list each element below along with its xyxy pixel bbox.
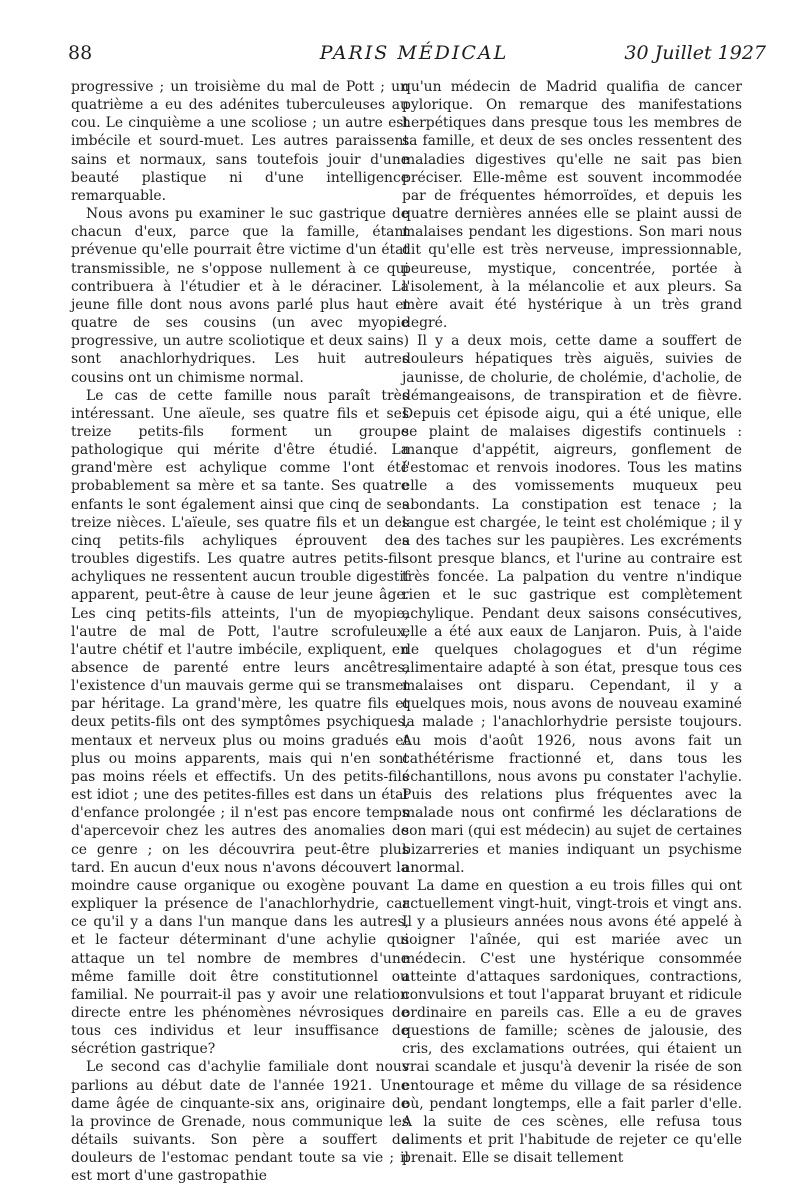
paragraph: Le second cas d'achylie familiale dont nous parlions au début date de l'année 1921. Une dame âgée de cinquante-six ans, originaire de la province de Grenade, nous communique les détails suivants. Son père a souffert de douleurs de l'estomac pendant toute sa vie ; il est mort d'une gastropathie [71,1059,409,1185]
journal-title: PARIS MÉDICAL [319,42,509,64]
right-column [402,78,742,1167]
left-column [71,78,409,1186]
paragraph: Il y a deux mois, cette dame a souffert de douleurs hépatiques très aiguës, suivies de jaunisse, de cholurie, de cholémie, d'acholie, de démangeaisons, de transpiration et de fièvre. Depuis cet épisode aigu, qui a été unique, elle se plaint de malaises digestifs continuels : manque d'appétit, aigreurs, gonflement de l'estomac et renvois inodores. Tous les matins elle a des vomissements muqueux peu abondants. La constipation est tenace ; la langue est chargée, le teint est cholémique ; il y a des taches sur les paupières. Les excréments sont presque blancs, et l'urine au contraire est très foncée. La palpation du ventre n'indique rien et le suc gastrique est complètement achylique. Pendant deux saisons consécutives, elle a été aux eaux de Lanjaron. Puis, à l'aide de quelques cholagogues et d'un régime alimentaire adapté à son état, presque tous ces malaises ont disparu. Cependant, il y a quelques mois, nous avons de nouveau examiné la malade ; l'anachlorhydrie persiste toujours. Au mois d'août 1926, nous avons fait un cathétérisme fractionné et, dans tous les échantillons, nous avons pu constater l'achylie. Puis des relations plus fréquentes avec la malade nous ont confirmé les déclarations de son mari (qui est médecin) au sujet de certaines bizarreries et manies indiquant un psychisme anormal. [402,333,742,876]
page-number: 88 [68,42,93,64]
paragraph: qu'un médecin de Madrid qualifia de cancer pylorique. On remarque des manifestations herpétiques dans presque tous les membres de sa famille, et deux de ses oncles ressentent des maladies digestives qu'elle ne sait pas bien préciser. Elle-même est souvent incommodée par de fréquentes hémorroïdes, et depuis les quatre dernières années elle se plaint aussi de malaises pendant les digestions. Son mari nous dit qu'elle est très nerveuse, impressionnable, peureuse, mystique, concentrée, portée à l'isolement, à la mélancolie et aux pleurs. Sa mère avait été hystérique à un très grand degré. [402,79,742,332]
paragraph: Le cas de cette famille nous paraît très intéressant. Une aïeule, ses quatre fils et ses treize petits-fils forment un groupe pathologique qui mérite d'être étudié. La grand'mère est achylique comme l'ont été probablement sa mère et sa tante. Ses quatre enfants le sont également ainsi que cinq de ses treize nièces. L'aïeule, ses quatre fils et un des cinq petits-fils achyliques éprouvent des troubles digestifs. Les quatre autres petits-fils achyliques ne ressentent aucun trouble digestif apparent, peut-être à cause de leur jeune âge. Les cinq petits-fils atteints, l'un de myopie, l'autre de mal de Pott, l'autre scrofuleux, l'autre chétif et l'autre imbécile, expliquent, en absence de parenté entre leurs ancêtres, l'existence d'un mauvais germe qui se transmet par héritage. La grand'mère, les quatre fils et deux petits-fils ont des symptômes psychiques, mentaux et nerveux plus ou moins gradués et plus ou moins apparents, mais qui n'en sont pas moins réels et effectifs. Un des petits-fils est idiot ; une des petites-filles est dans un état d'enfance prolongée ; il n'est pas encore temps d'apercevoir chez les autres des anomalies de ce genre ; on les découvrira peut-être plus tard. En aucun d'eux nous n'avons découvert la moindre cause organique ou exogène pouvant expliquer la présence de l'anachlorhydrie, car ce qu'il y a dans l'un manque dans les autres, et le facteur déterminant d'une achylie qui attaque un tel nombre de membres d'une même famille doit être constitutionnel ou familial. Ne pourrait-il pas y avoir une relation directe entre les phénomènes névrosiques de tous ces individus et leur insuffisance de sécrétion gastrique? [71,387,409,1058]
paragraph: progressive ; un troisième du mal de Pott ; un quatrième a eu des adénites tuberculeuses au cou. Le cinquième a une scoliose ; un autre est imbécile et sourd-muet. Les autres paraissent sains et normaux, sans toutefois jouir d'une beauté plastique ni d'une intelligence remarquable. [71,79,409,204]
paragraph: La dame en question a eu trois filles qui ont actuellement vingt-huit, vingt-trois et vingt ans. Il y a plusieurs années nous avons été appelé à soigner l'aînée, qui est mariée avec un médecin. C'est une hystérique consommée atteinte d'attaques sardoniques, contractions, convulsions et tout l'apparat bruyant et ridicule ordinaire en pareils cas. Elle a eu de graves questions de famille; scènes de jalousie, des cris, des exclamations outrées, qui étaient un vrai scandale et jusqu'à devenir la risée de son entourage et même du village de sa résidence où, pendant longtemps, elle a fait parler d'elle. A la suite de ces scènes, elle refusa tous aliments et prit l'habitude de rejeter ce qu'elle prenait. Elle se disait tellement [402,877,742,1167]
page-header [62,40,766,70]
paragraph: Nous avons pu examiner le suc gastrique de chacun d'eux, parce que la famille, étant prévenue qu'elle pourrait être victime d'un état transmissible, ne s'oppose nullement à ce qui contribuera à l'étudier et à le déraciner. La jeune fille dont nous avons parlé plus haut et quatre de ses cousins (un avec myopie progressive, un autre scoliotique et deux sains) sont anachlorhydriques. Les huit autres cousins ont un chimisme normal. [71,206,409,386]
issue-date: 30 Juillet 1927 [624,42,766,64]
